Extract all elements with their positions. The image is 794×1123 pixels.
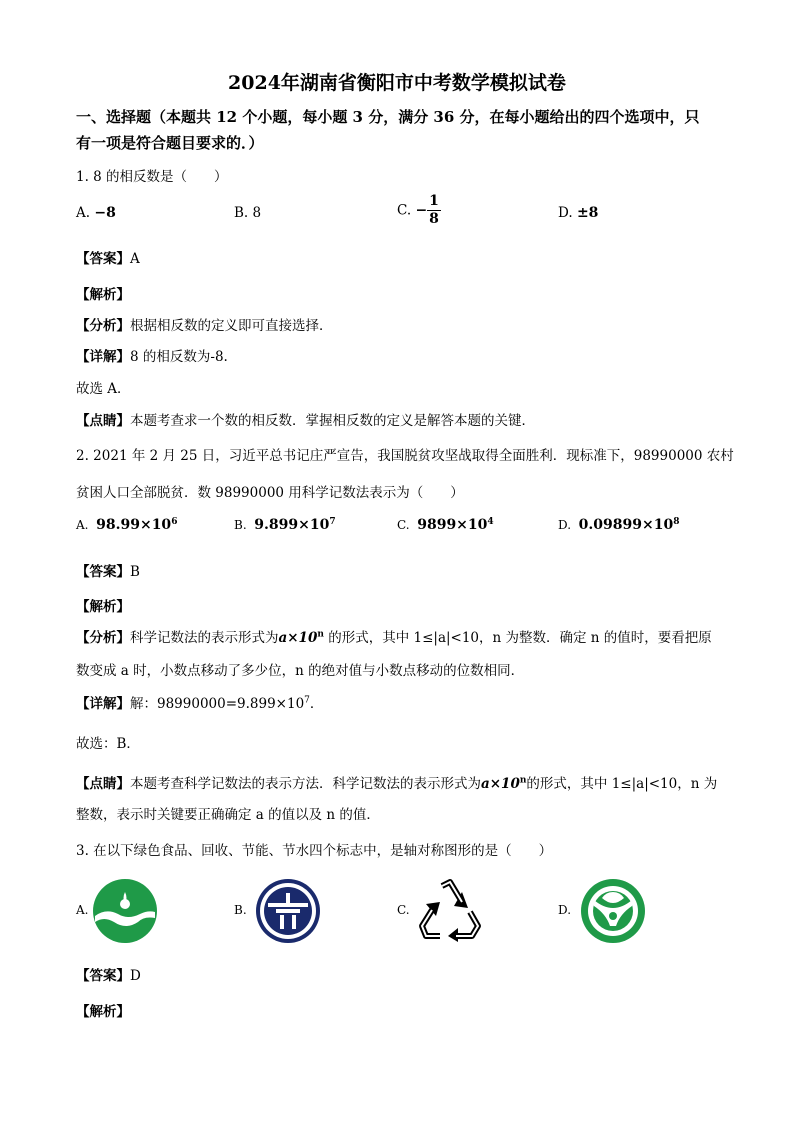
dianjing-text: 本题考查求一个数的相反数．掌握相反数的定义是解答本题的关键．: [130, 413, 535, 429]
q3-option-a-label: A.: [76, 903, 89, 917]
q2-conclusion: 故选：B．: [76, 736, 140, 752]
q1-stem: 1. 8 的相反数是（ ）: [76, 169, 228, 185]
document-title: 2024年湖南省衡阳市中考数学模拟试卷: [228, 72, 566, 94]
q2-option-b-base: 9.899×10: [254, 517, 330, 533]
q1-option-d: [558, 205, 598, 221]
q2-jiexi-tag: 【解析】: [76, 599, 130, 615]
q3-jiexi-tag: 【解析】: [76, 1004, 130, 1020]
q1-option-d-label: D.: [558, 205, 573, 221]
fenxi-text-b: 的形式，其中 1≤|a|<10，n 为整数．确定 n 的值时，要看把原: [323, 630, 712, 646]
q2-option-b-exponent: 7: [329, 517, 336, 527]
q2-option-a-label: A.: [76, 518, 89, 532]
q1-option-c-fraction: [427, 193, 441, 228]
q2-option-c-label: C.: [397, 518, 410, 532]
q2-option-c-base: 9899×10: [417, 517, 488, 533]
section-heading-line2: 有一项是符合题目要求的．）: [76, 134, 264, 152]
xiangjie-end: ．: [309, 696, 324, 712]
q3-stem: 3. 在以下绿色食品、回收、节能、节水四个标志中，是轴对称图形的是（ ）: [76, 843, 553, 859]
q2-option-a-base: 98.99×10: [96, 517, 172, 533]
dianjing-formula: a×10: [481, 776, 520, 792]
xiangjie-text: 8 的相反数为-8.: [130, 349, 228, 365]
answer-value: B: [130, 564, 140, 580]
q1-dianjing: [76, 409, 535, 429]
q1-jiexi-tag: 【解析】: [76, 287, 130, 303]
q2-option-a: [76, 517, 177, 533]
q2-xiangjie: [76, 692, 323, 712]
dianjing-text-a: 本题考查科学记数法的表示方法．科学记数法的表示形式为: [130, 776, 481, 792]
q1-xiangjie: [76, 345, 228, 365]
answer-tag: 【答案】: [76, 968, 130, 984]
q2-option-b: [234, 517, 336, 533]
xiangjie-text: 解：98990000=9.899×10: [130, 696, 305, 712]
answer-tag: 【答案】: [76, 251, 130, 267]
energy-saving-logo-icon: [254, 877, 322, 945]
q2-stem-line2: 贫困人口全部脱贫．数 98990000 用科学记数法表示为（ ）: [76, 485, 464, 501]
q2-option-a-exponent: 6: [171, 517, 178, 527]
q3-option-c-label: C.: [397, 903, 410, 917]
q2-option-d-base: 0.09899×10: [578, 517, 674, 533]
dianjing-tag: 【点睛】: [76, 776, 130, 792]
xiangjie-exponent: 7: [304, 695, 310, 706]
q1-option-c-label: C.: [397, 202, 412, 219]
fenxi-tag: 【分析】: [76, 630, 130, 646]
q1-option-d-value: ±8: [576, 205, 599, 221]
q2-answer: [76, 560, 140, 580]
fraction-numerator: 1: [429, 193, 439, 209]
q1-option-a-label: A.: [76, 205, 91, 221]
answer-tag: 【答案】: [76, 564, 130, 580]
q1-option-b: B. 8: [234, 205, 262, 221]
fenxi-tag: 【分析】: [76, 318, 130, 334]
q1-fenxi: [76, 314, 333, 334]
answer-value: A: [130, 251, 140, 267]
q2-fenxi-line1: [76, 626, 712, 646]
q2-fenxi-line2: 数变成 a 时，小数点移动了多少位，n 的绝对值与小数点移动的位数相同．: [76, 663, 525, 679]
q2-option-d: [558, 517, 679, 533]
q2-option-c-exponent: 4: [487, 517, 494, 527]
q2-dianjing-line1: [76, 772, 717, 792]
fenxi-text: 根据相反数的定义即可直接选择．: [130, 318, 333, 334]
dianjing-tag: 【点睛】: [76, 413, 130, 429]
fraction-denominator: 8: [429, 211, 439, 227]
dianjing-text-b: 的形式，其中 1≤|a|<10，n 为: [526, 776, 718, 792]
q2-option-d-label: D.: [558, 518, 572, 532]
q1-option-a: [76, 205, 116, 221]
q2-dianjing-line2: 整数，表示时关键要正确确定 a 的值以及 n 的值．: [76, 807, 380, 823]
fenxi-text-a: 科学记数法的表示形式为: [130, 630, 279, 646]
xiangjie-tag: 【详解】: [76, 696, 130, 712]
q1-option-c: [397, 193, 441, 228]
water-saving-logo-icon: [580, 878, 646, 944]
q1-option-c-sign: −: [415, 202, 428, 219]
fenxi-formula-exponent: n: [317, 629, 324, 640]
q2-option-b-label: B.: [234, 518, 247, 532]
q3-option-b-label: B.: [234, 903, 247, 917]
green-food-logo-icon: [92, 878, 158, 944]
dianjing-formula-exponent: n: [519, 775, 527, 786]
fenxi-formula: a×10: [278, 630, 318, 646]
section-heading-line1: 一、选择题（本题共 12 个小题，每小题 3 分，满分 36 分，在每小题给出的四个选项中，只: [76, 108, 700, 126]
q2-stem-line1: 2. 2021 年 2 月 25 日，习近平总书记庄严宣告，我国脱贫攻坚战取得全面胜利．现标准下，98990000 农村: [76, 448, 734, 464]
q1-answer: [76, 247, 140, 267]
answer-value: D: [130, 968, 141, 984]
recycle-logo-icon: [418, 878, 484, 942]
q3-option-d-label: D.: [558, 903, 572, 917]
q1-conclusion: 故选 A．: [76, 381, 131, 397]
q3-answer: [76, 964, 141, 984]
q2-option-c: [397, 517, 494, 533]
q2-option-d-exponent: 8: [673, 517, 680, 527]
q1-option-a-value: −8: [94, 205, 116, 221]
xiangjie-tag: 【详解】: [76, 349, 130, 365]
